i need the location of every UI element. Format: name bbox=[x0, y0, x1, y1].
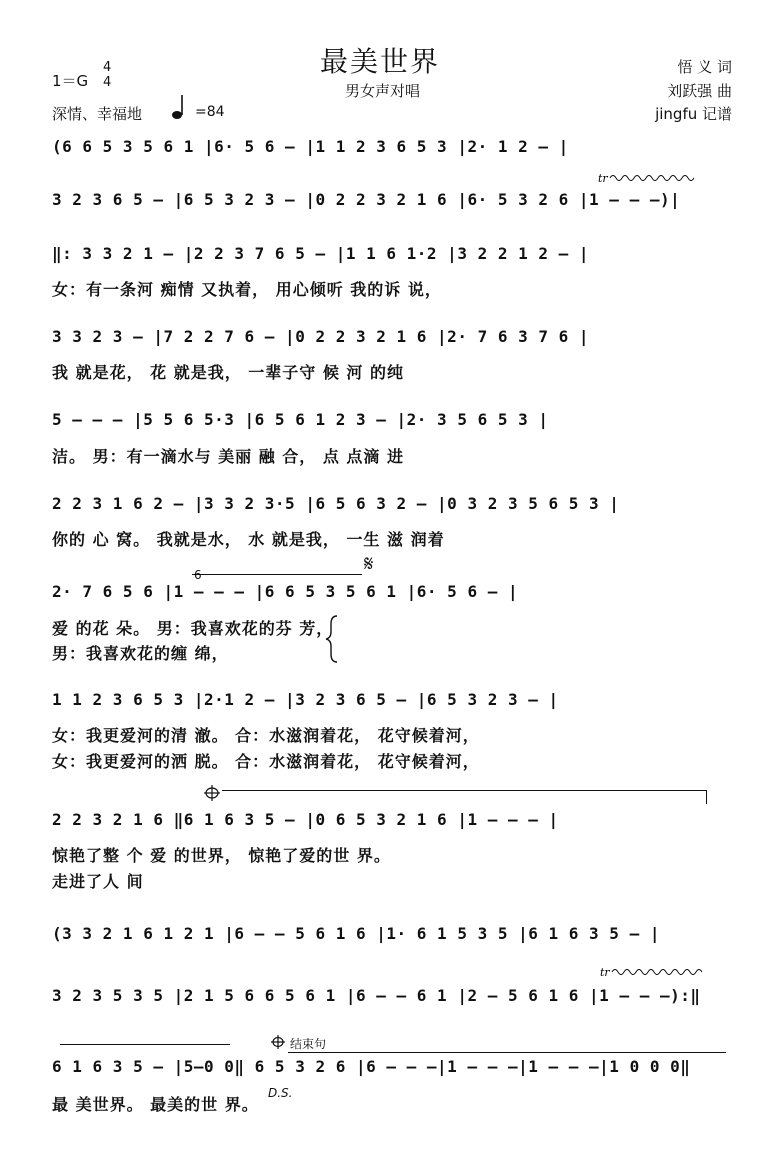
time-sig-bottom: 4 bbox=[103, 75, 112, 90]
svg-text:tr: tr bbox=[598, 172, 608, 185]
svg-text:tr: tr bbox=[600, 966, 610, 979]
volta-1-label: 6 bbox=[194, 568, 202, 582]
mood-marking: 深情、幸福地 bbox=[52, 105, 143, 123]
score-row-6-notes: 2 2 3 1 6 2 – |3 3 2 3·5 |6 5 6 3 2 – |0 3 2 3 5 6 5 3 | bbox=[52, 494, 620, 513]
end-phrase-bracket bbox=[288, 1052, 726, 1053]
score-row-5-lyric-1: 洁。 男：有一滴水与 美丽 融 合， 点 点滴 进 bbox=[52, 447, 404, 466]
score-row-7-lyric-2: 男：我喜欢花的缠 绵， bbox=[52, 644, 229, 663]
score-row-9-notes: 2 2 3 2 1 6 ‖6 1 6 3 5 – |0 6 5 3 2 1 6 |1 – – – | bbox=[52, 810, 559, 829]
tempo-marking: =84 bbox=[195, 104, 225, 120]
score-row-9-lyric-1: 惊艳了整 个 爱 的世界， 惊艳了爱的世 界。 bbox=[52, 846, 391, 865]
score-row-11-notes: 3 2 3 5 3 5 |2 1 5 6 6 5 6 1 |6 – – 6 1 |2 – 5 6 1 6 |1 – – –):‖ bbox=[52, 986, 701, 1005]
time-sig-top: 4 bbox=[103, 60, 112, 75]
time-signature bbox=[103, 60, 111, 90]
trill-mark-2-icon bbox=[600, 964, 710, 983]
score-row-4-lyric-1: 我 就是花， 花 就是我， 一辈子守 候 河 的纯 bbox=[52, 363, 404, 382]
score-row-12-lyric-1: 最 美世界。 最美的世 界。 bbox=[52, 1095, 259, 1114]
score-row-2-notes: 3 2 3 6 5 – |6 5 3 2 3 – |0 2 2 3 2 1 6 |6· 5 3 2 6 |1 – – –)| bbox=[52, 190, 681, 209]
transcriber-credit: jingfu 记谱 bbox=[655, 105, 732, 123]
coda-mark-2-icon bbox=[270, 1034, 286, 1054]
score-row-3-lyric-1: 女：有一条河 痴情 又执着， 用心倾听 我的诉 说， bbox=[52, 280, 442, 299]
score-row-12-notes: 6 1 6 3 5 – |5–0 0‖ 6 5 3 2 6 |6 – – –|1 – – –|1 – – –|1 0 0 0‖ bbox=[52, 1057, 691, 1076]
voice-brace-icon bbox=[325, 614, 339, 668]
song-subtitle: 男女声对唱 bbox=[345, 82, 421, 100]
ds-marking: D.S. bbox=[268, 1086, 293, 1100]
volta-2-end bbox=[706, 790, 707, 804]
trill-mark-icon bbox=[598, 170, 698, 189]
score-row-1-notes: (6 6 5 3 5 6 1 |6· 5 6 – |1 1 2 3 6 5 3 |2· 1 2 – | bbox=[52, 137, 569, 156]
volta-1-bracket bbox=[192, 574, 362, 575]
song-title: 最美世界 bbox=[320, 45, 441, 78]
score-row-8-lyric-1: 女：我更爱河的清 澈。 合：水滋润着花， 花守候着河， bbox=[52, 726, 480, 745]
score-row-7-notes: 2· 7 6 5 6 |1 – – – |6 6 5 3 5 6 1 |6· 5 6 – | bbox=[52, 582, 519, 601]
score-row-9-lyric-2: 走进了人 间 bbox=[52, 872, 144, 891]
end-phrase-label: 结束句 bbox=[290, 1037, 327, 1051]
lyricist-credit: 悟 义 词 bbox=[677, 58, 732, 76]
score-row-4-notes: 3 3 2 3 – |7 2 2 7 6 – |0 2 2 3 2 1 6 |2· 7 6 3 7 6 | bbox=[52, 327, 590, 346]
score-row-7-lyric-1: 爱 的花 朵。 男：我喜欢花的芬 芳， bbox=[52, 619, 334, 638]
quarter-note-icon bbox=[172, 94, 186, 124]
composer-credit: 刘跃强 曲 bbox=[667, 82, 732, 100]
score-row-5-notes: 5 – – – |5 5 6 5·3 |6 5 6 1 2 3 – |2· 3 5 6 5 3 | bbox=[52, 410, 549, 429]
segno-bracket bbox=[60, 1044, 230, 1045]
score-row-10-notes: (3 3 2 1 6 1 2 1 |6 – – 5 6 1 6 |1· 6 1 5 3 5 |6 1 6 3 5 – | bbox=[52, 924, 660, 943]
segno-icon: 𝄋 bbox=[364, 552, 374, 577]
score-row-8-notes: 1 1 2 3 6 5 3 |2·1 2 – |3 2 3 6 5 – |6 5 3 2 3 – | bbox=[52, 690, 559, 709]
coda-mark-icon bbox=[203, 784, 221, 806]
score-row-8-lyric-2: 女：我更爱河的洒 脱。 合：水滋润着花， 花守候着河， bbox=[52, 752, 480, 771]
score-row-6-lyric-1: 你的 心 窝。 我就是水， 水 就是我， 一生 滋 润着 bbox=[52, 530, 445, 549]
key-signature: 1＝G bbox=[52, 72, 89, 90]
score-row-3-notes: ‖: 3 3 2 1 – |2 2 3 7 6 5 – |1 1 6 1·2 |3 2 2 1 2 – | bbox=[52, 244, 590, 263]
volta-2-bracket bbox=[222, 790, 707, 791]
